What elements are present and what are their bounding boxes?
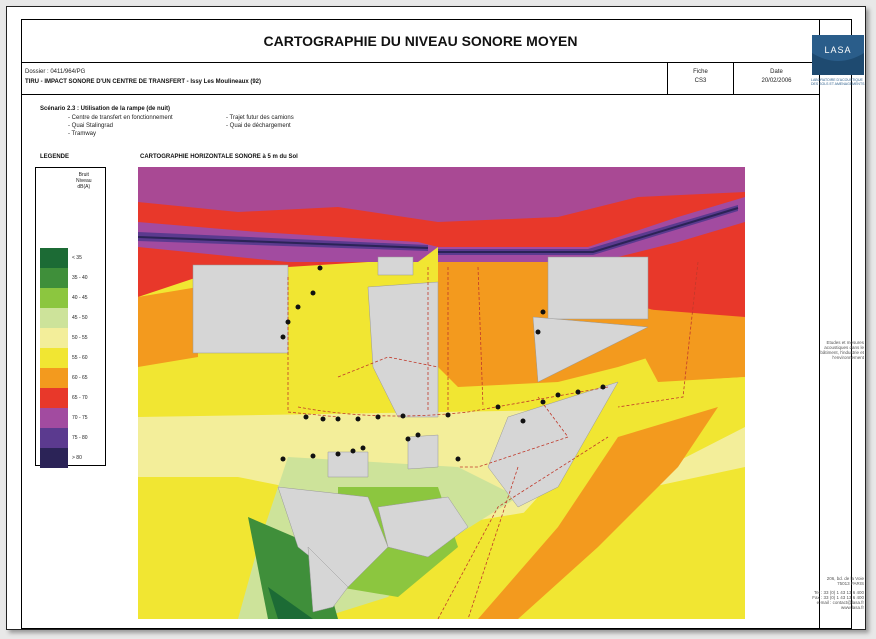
scenario-item: - Centre de transfert en fonctionnement <box>68 115 173 121</box>
fiche-value: CS3 <box>694 78 707 84</box>
legend-label: 50 - 55 <box>72 335 88 341</box>
legend-swatch <box>40 368 68 388</box>
side-description: acoustiques dans le <box>824 345 864 350</box>
logo-subtitle: DES SOLS ET AMENAGEMENTS <box>811 82 865 86</box>
side-description: bâtiment, l'industrie et <box>820 350 864 355</box>
sidebar-divider <box>819 20 820 628</box>
project-info <box>22 63 668 94</box>
document-sheet <box>6 6 866 630</box>
legend-label: 55 - 60 <box>72 355 88 361</box>
scenario-item: - Tramway <box>68 131 97 137</box>
side-description: Etudes et mesures <box>826 340 864 345</box>
legend-header-line: Bruit <box>78 172 89 178</box>
date-label: Date <box>770 69 783 75</box>
contact-line: Fax : 33 (0) 1 43 13 6 400 <box>812 595 864 600</box>
info-row <box>22 63 819 95</box>
legend-label: 35 - 40 <box>72 275 88 281</box>
legend-header-line: dB(A) <box>77 184 91 190</box>
dossier-number: Dossier : 0411/964/PG <box>25 69 86 75</box>
logo-text: LASA <box>824 45 852 55</box>
building <box>193 265 288 353</box>
fiche-label: Fiche <box>693 69 708 75</box>
legend-title: LEGENDE <box>40 154 70 160</box>
legend-label: 65 - 70 <box>72 395 88 401</box>
side-description: l'environnement <box>832 355 864 360</box>
contact-line: www.lasa.fr <box>840 605 864 610</box>
scenario-item: - Trajet futur des camions <box>226 115 294 121</box>
zone-60-65-west <box>138 287 198 367</box>
noise-map <box>138 167 745 619</box>
legend-swatch <box>40 408 68 428</box>
legend-swatch <box>40 308 68 328</box>
scenario-item: - Quai de déchargement <box>226 123 291 129</box>
lasa-logo <box>812 35 864 75</box>
date-value: 20/02/2006 <box>761 78 792 84</box>
building <box>328 452 368 477</box>
page-title: CARTOGRAPHIE DU NIVEAU SONORE MOYEN <box>22 20 819 63</box>
legend-label: 40 - 45 <box>72 295 88 301</box>
legend-label: 75 - 80 <box>72 435 88 441</box>
legend <box>35 167 106 466</box>
legend-label: 45 - 50 <box>72 315 88 321</box>
legend-label: > 80 <box>72 455 82 461</box>
project-name: TIRU - IMPACT SONORE D'UN CENTRE DE TRANSFERT - Issy Les Moulineaux (92) <box>25 79 262 85</box>
logo-subtitle: LABORATOIRE D'ACOUSTIQUE <box>811 78 863 82</box>
scenario-heading: Scénario 2.3 : Utilisation de la rampe (de nuit) <box>40 106 171 112</box>
contact-line: Tel : 33 (0) 1 43 13 6 400 <box>813 590 864 595</box>
date-cell <box>734 63 819 94</box>
legend-swatch <box>40 248 68 268</box>
legend-swatch <box>40 388 68 408</box>
scenario-item: - Quai Stalingrad <box>68 123 114 129</box>
legend-header-line: Niveau <box>76 178 92 184</box>
building <box>378 257 413 275</box>
contact-line: e-mail : contact@lasa.fr <box>816 600 864 605</box>
legend-swatch <box>40 288 68 308</box>
address-line: 206, bd. de la Voie <box>826 576 864 581</box>
legend-swatch <box>40 328 68 348</box>
fiche-cell <box>668 63 734 94</box>
building <box>548 257 648 319</box>
legend-swatch <box>40 268 68 288</box>
legend-swatch <box>40 448 68 468</box>
legend-label: < 35 <box>72 255 82 261</box>
legend-swatch <box>40 348 68 368</box>
legend-label: 70 - 75 <box>72 415 88 421</box>
legend-label: 60 - 65 <box>72 375 88 381</box>
scenario-block <box>40 106 294 137</box>
lasa-logo-icon <box>812 35 864 75</box>
legend-swatch <box>40 428 68 448</box>
building <box>408 435 438 469</box>
map-title: CARTOGRAPHIE HORIZONTALE SONORE à 5 m du Sol <box>140 154 298 160</box>
address-line: 75013 PARIS <box>837 581 864 586</box>
